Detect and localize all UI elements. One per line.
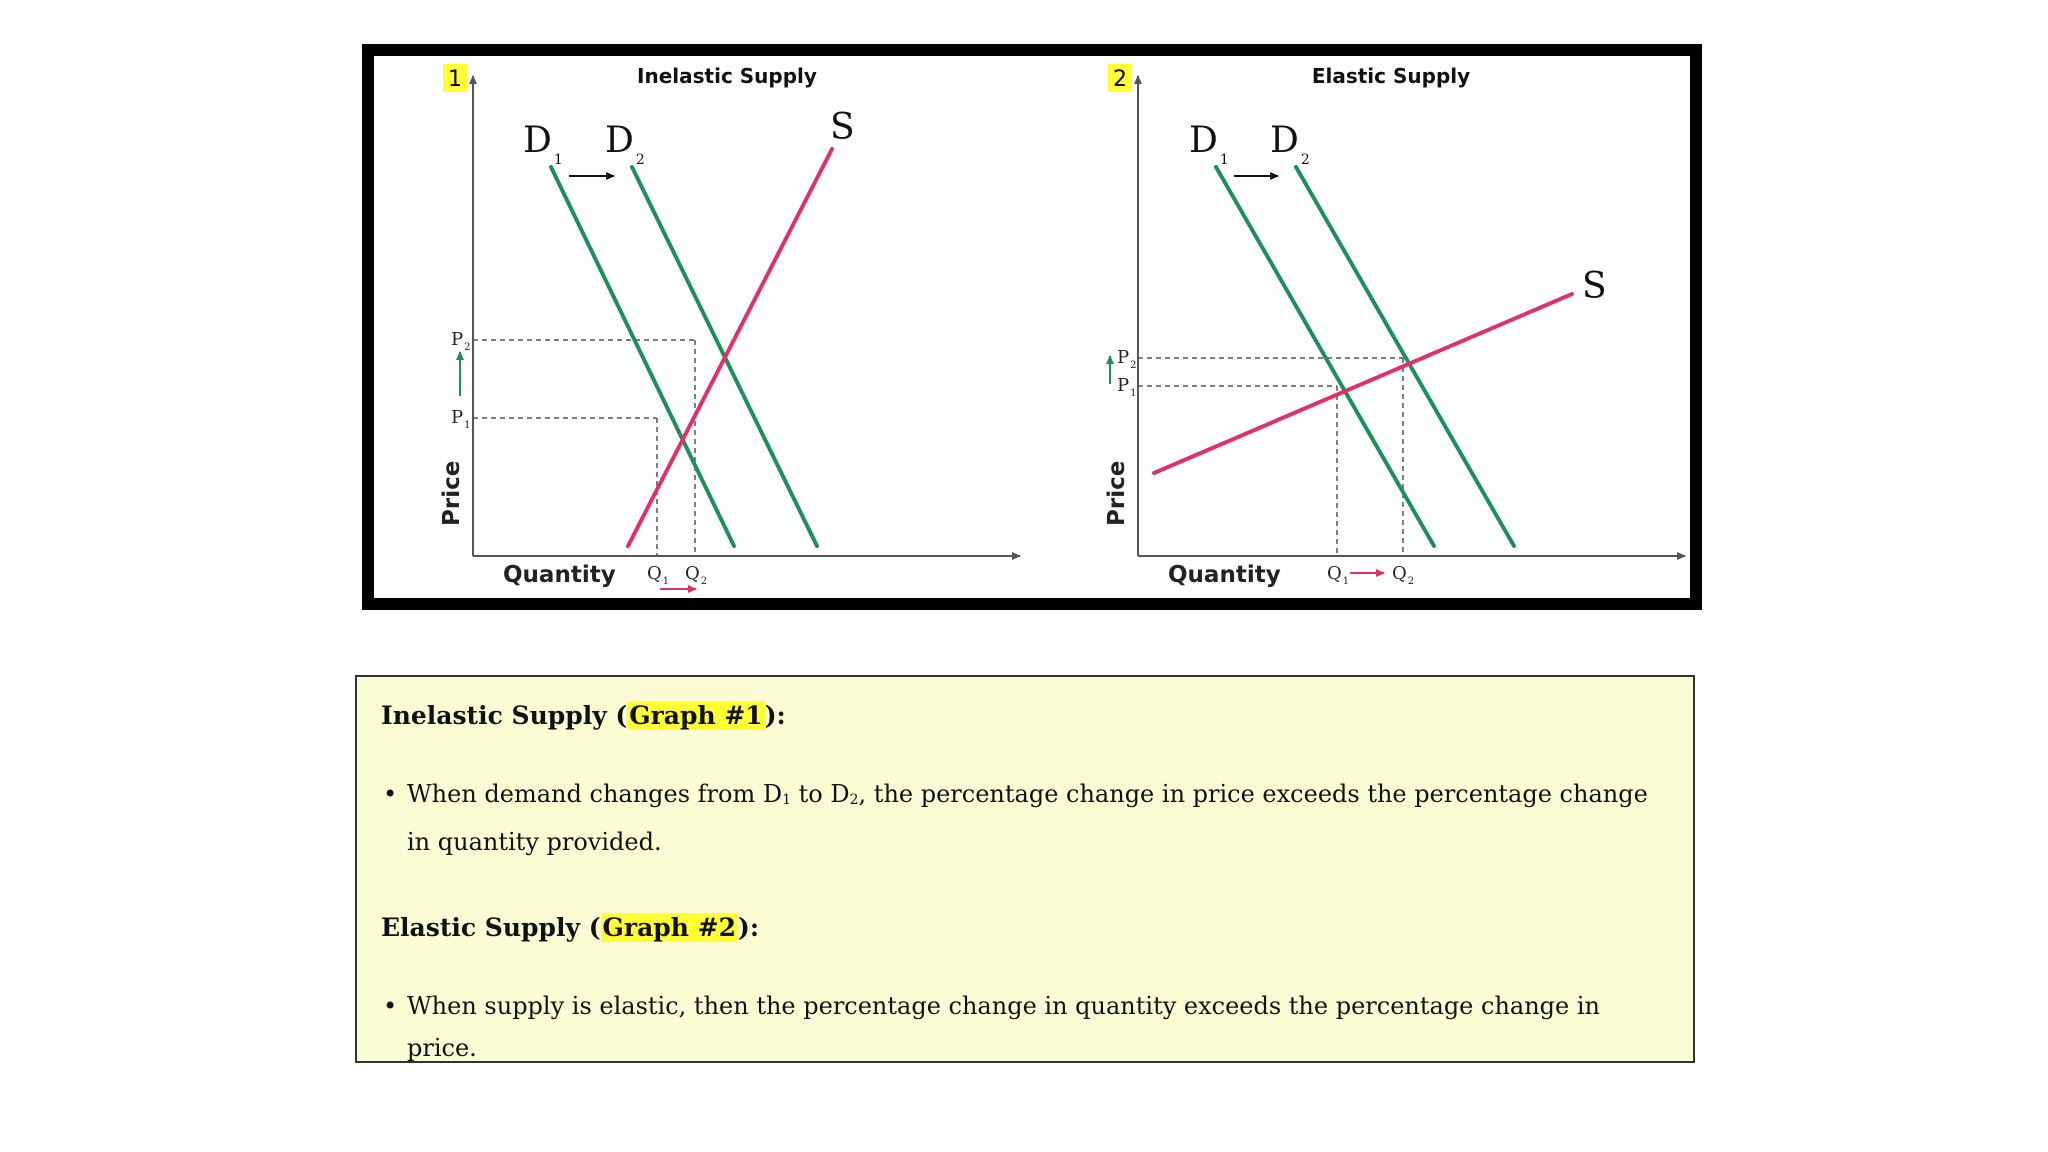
graph-1-p1-label: $P_1$ <box>451 407 471 431</box>
graphs-panel <box>362 44 1702 610</box>
graph-2-d1-label: D $_1$ <box>1189 120 1229 168</box>
graph-1-x-axis-label: Quantity <box>503 562 616 588</box>
graph-2-p1-label: $P_1$ <box>1117 375 1137 399</box>
graph-2-highlight: Graph #2 <box>602 913 736 942</box>
graph-1-p2-label: $P_2$ <box>451 329 471 353</box>
graph-2-q1-label: $Q_1$ <box>1327 563 1350 587</box>
graph-2-x-axis-label: Quantity <box>1168 562 1281 588</box>
graph-1-d2-label: D $_2$ <box>605 120 645 168</box>
graph-2-supply-curve <box>1154 294 1572 473</box>
graph-1-title: Inelastic Supply <box>637 64 817 88</box>
inelastic-bullet-list <box>381 773 1675 863</box>
graph-1 <box>439 64 1020 589</box>
graph-2-title: Elastic Supply <box>1311 64 1471 88</box>
graph-1-number: 1 <box>448 67 462 92</box>
graph-1-d1-label: D $_1$ <box>523 120 563 168</box>
graph-1-s-label: S <box>830 107 855 148</box>
supply-elasticity-diagrams <box>374 56 1690 598</box>
explanation-panel <box>355 675 1695 1063</box>
elastic-bullet-list <box>381 985 1675 1069</box>
graph-2-number: 2 <box>1113 67 1127 92</box>
inelastic-bullet: • When demand changes from $D_1$ to $D_2$, the percentage change in price exceeds the percentage change in quantity provided. <box>381 773 1675 863</box>
graph-2-demand-curve-2 <box>1296 167 1514 546</box>
graph-2-demand-curve-1 <box>1216 167 1434 546</box>
graph-2-s-label: S <box>1582 266 1607 307</box>
elastic-supply-heading: Elastic Supply (Graph #2): <box>381 913 760 942</box>
graph-1-y-axis-label: Price <box>439 460 465 526</box>
graph-2-d2-label: D $_2$ <box>1270 120 1310 168</box>
inelastic-supply-heading: Inelastic Supply (Graph #1): <box>381 701 786 730</box>
graph-1-q2-label: $Q_2$ <box>685 563 708 587</box>
graph-2-q2-label: $Q_2$ <box>1392 563 1415 587</box>
graph-2-p2-label: $P_2$ <box>1117 347 1137 371</box>
graph-1-demand-curve-1 <box>551 167 734 546</box>
graph-1-supply-curve <box>628 149 832 546</box>
graph-2 <box>1104 64 1685 588</box>
graph-1-highlight: Graph #1 <box>629 701 763 730</box>
graph-2-y-axis-label: Price <box>1104 460 1130 526</box>
elastic-bullet: • When supply is elastic, then the percentage change in quantity exceeds the percentage change in price. <box>381 985 1675 1069</box>
graph-1-q1-label: $Q_1$ <box>647 563 670 587</box>
